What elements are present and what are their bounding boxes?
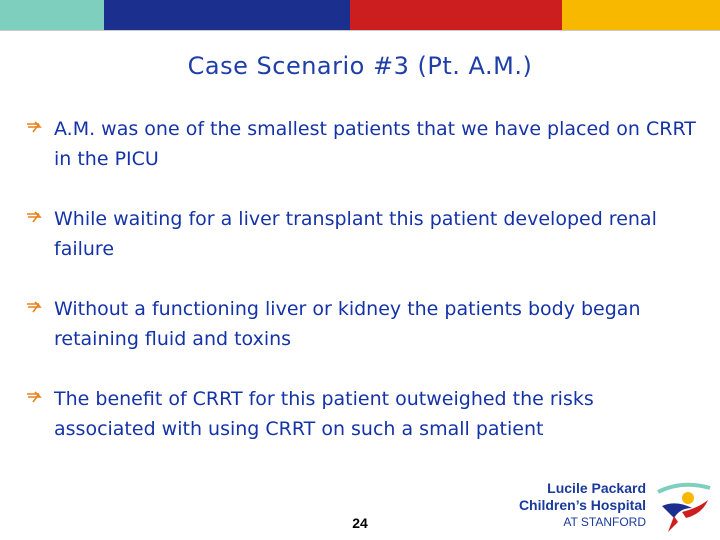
top-divider: [0, 30, 720, 31]
top-bar-red-segment: [350, 0, 562, 30]
top-bar-navy-segment: [104, 0, 350, 30]
top-bar-yellow-segment: [562, 0, 720, 30]
bullet-text: While waiting for a liver transplant this patient developed renal failure: [54, 208, 657, 260]
bullet-item: [26, 384, 696, 444]
arrow-bullet-icon: [26, 211, 44, 225]
bullet-item: [26, 114, 696, 174]
logo-name-line1: Lucile Packard: [547, 480, 646, 496]
bullet-item: [26, 204, 696, 264]
page-number: 24: [352, 515, 368, 531]
bullet-text: A.M. was one of the smallest patients that we have placed on CRRT in the PICU: [54, 118, 696, 170]
bullet-item: [26, 294, 696, 354]
arrow-bullet-icon: [26, 121, 44, 135]
arrow-bullet-icon: [26, 391, 44, 405]
slide-title: Case Scenario #3 (Pt. A.M.): [187, 52, 533, 80]
logo-name-line3: AT STANFORD: [563, 515, 646, 529]
logo-name-line2: Children’s Hospital: [518, 497, 646, 513]
arrow-bullet-icon: [26, 301, 44, 315]
bullet-text: Without a functioning liver or kidney the patients body began retaining fluid and toxins: [54, 298, 641, 350]
hospital-logo-text: [519, 480, 646, 531]
top-color-bar: [0, 0, 720, 30]
bullet-list: [26, 114, 696, 474]
top-bar-teal-segment: [0, 0, 104, 30]
bullet-text: The benefit of CRRT for this patient outweighed the risks associated with using CRRT on such a small patient: [54, 388, 594, 440]
hospital-logo-icon: [652, 478, 714, 536]
